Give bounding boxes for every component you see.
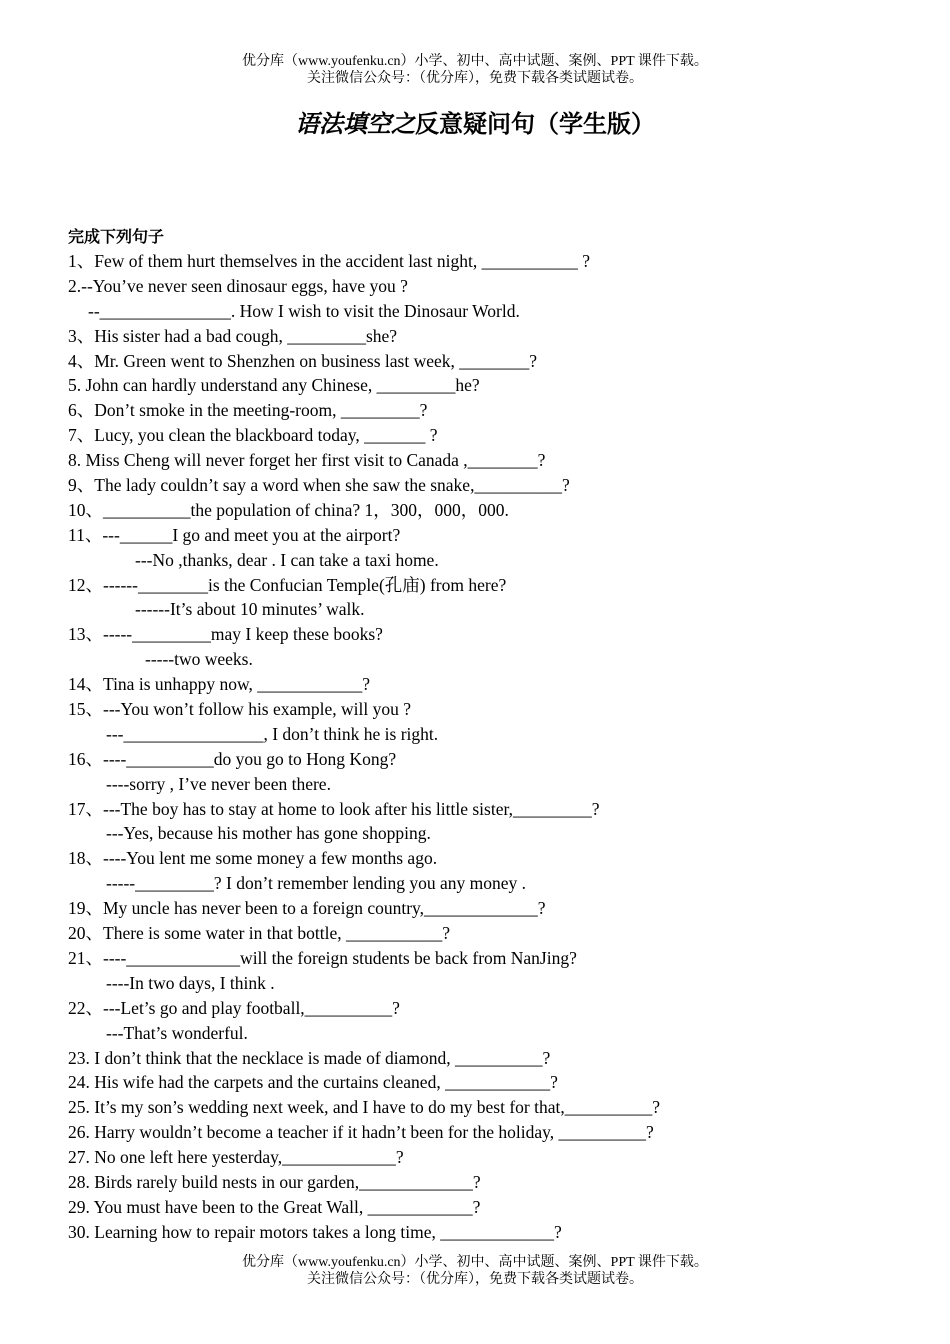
exercise-line: 3、His sister had a bad cough, _________she?: [68, 325, 398, 346]
exercise-line: 13、-----_________may I keep these books?: [68, 624, 383, 645]
title-italic-part: 语法填空之: [295, 112, 415, 138]
page-header: [0, 53, 950, 87]
exercise-line: 20、There is some water in that bottle, ___________?: [68, 923, 451, 944]
exercise-line: 23. I don’t think that the necklace is made of diamond, __________?: [68, 1047, 551, 1068]
exercise-line: 4、Mr. Green went to Shenzhen on business last week, ________?: [68, 350, 538, 371]
exercise-line: 18、----You lent me some money a few months ago.: [68, 848, 438, 869]
exercise-list: [68, 249, 888, 1245]
exercise-line: 7、Lucy, you clean the blackboard today, _______ ?: [68, 425, 438, 446]
exercise-line: --_______________. How I wish to visit the Dinosaur World.: [88, 300, 520, 321]
header-line-2: 关注微信公众号：（优分库），免费下载各类试题试卷。: [307, 71, 643, 86]
exercise-line: -----two weeks.: [145, 649, 253, 670]
section-heading: 完成下列句子: [68, 227, 165, 246]
exercise-line: 28. Birds rarely build nests in our garden,_____________?: [68, 1171, 481, 1192]
footer-line-2: 关注微信公众号：（优分库），免费下载各类试题试卷。: [307, 1272, 643, 1287]
exercise-line: 19、My uncle has never been to a foreign country,_____________?: [68, 898, 546, 919]
exercise-line: 25. It’s my son’s wedding next week, and I have to do my best for that,__________?: [68, 1097, 660, 1118]
exercise-line: 21、----_____________will the foreign students be back from NanJing?: [68, 947, 577, 968]
header-line-1: 优分库（www.youfenku.cn）小学、初中、高中试题、案例、PPT 课件下载。: [242, 54, 708, 69]
exercise-line: ----sorry , I’ve never been there.: [106, 773, 331, 794]
page-footer: [0, 1254, 950, 1288]
title-rest: 反意疑问句（学生版）: [415, 112, 655, 138]
exercise-line: ------It’s about 10 minutes’ walk.: [135, 599, 365, 620]
exercise-line: ---That’s wonderful.: [106, 1022, 248, 1043]
page-title: [0, 108, 950, 142]
exercise-line: 5. John can hardly understand any Chinese, _________he?: [68, 375, 480, 396]
exercise-line: 8. Miss Cheng will never forget her first visit to Canada ,________?: [68, 450, 546, 471]
exercise-line: 15、---You won’t follow his example, will you ?: [68, 699, 412, 720]
exercise-line: ---Yes, because his mother has gone shopping.: [106, 823, 431, 844]
exercise-line: 27. No one left here yesterday,_____________?: [68, 1147, 404, 1168]
exercise-line: 2.--You’ve never seen dinosaur eggs, have you ?: [68, 275, 408, 296]
exercise-line: 17、---The boy has to stay at home to look after his little sister,_________?: [68, 798, 600, 819]
exercise-line: 12、------________is the Confucian Temple(孔庙) from here?: [68, 574, 507, 595]
exercise-line: 11、---______I go and meet you at the airport?: [68, 524, 401, 545]
exercise-line: 30. Learning how to repair motors takes a long time, _____________?: [68, 1221, 562, 1242]
exercise-line: -----_________? I don’t remember lending you any money .: [106, 873, 527, 894]
exercise-line: 9、The lady couldn’t say a word when she saw the snake,__________?: [68, 475, 570, 496]
exercise-line: ---________________, I don’t think he is right.: [106, 723, 439, 744]
exercise-line: 6、Don’t smoke in the meeting-room, _________?: [68, 400, 428, 421]
exercise-line: ---No ,thanks, dear . I can take a taxi home.: [135, 549, 439, 570]
exercise-line: 24. His wife had the carpets and the curtains cleaned, ____________?: [68, 1072, 558, 1093]
exercise-line: 26. Harry wouldn’t become a teacher if it hadn’t been for the holiday, __________?: [68, 1122, 654, 1143]
exercise-line: 14、Tina is unhappy now, ____________?: [68, 674, 371, 695]
exercise-line: 10、__________the population of china? 1，300，000，000.: [68, 499, 509, 520]
exercise-line: ----In two days, I think .: [106, 972, 275, 993]
exercise-line: 16、----__________do you go to Hong Kong?: [68, 748, 397, 769]
exercise-line: 1、Few of them hurt themselves in the accident last night, ___________ ?: [68, 251, 590, 271]
exercise-line: 22、---Let’s go and play football,__________?: [68, 997, 400, 1018]
exercise-line: 29. You must have been to the Great Wall, ____________?: [68, 1196, 481, 1217]
footer-line-1: 优分库（www.youfenku.cn）小学、初中、高中试题、案例、PPT 课件下载。: [242, 1255, 708, 1270]
